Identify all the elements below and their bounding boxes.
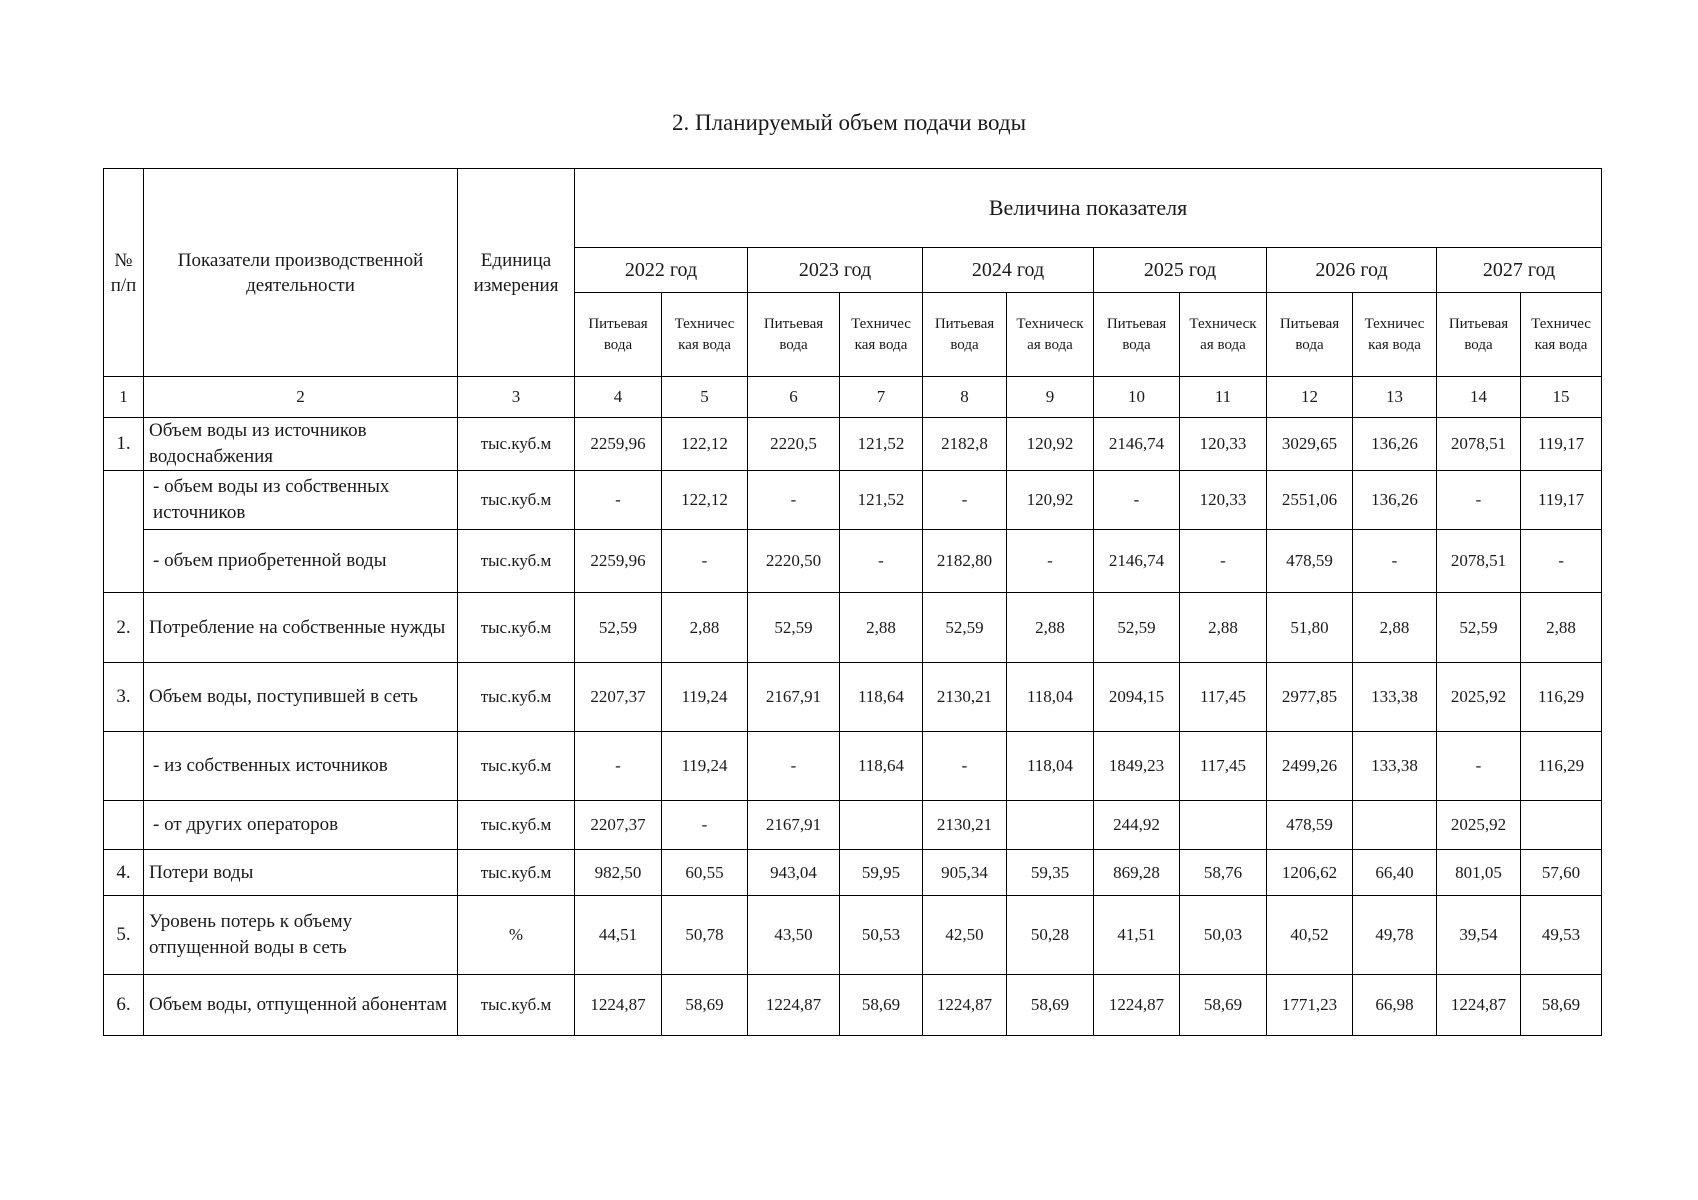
column-number: 2 xyxy=(144,377,458,418)
value-cell: 59,35 xyxy=(1007,850,1094,896)
value-cell: - xyxy=(923,732,1007,801)
value-cell: 52,59 xyxy=(1094,593,1180,663)
column-number: 6 xyxy=(748,377,840,418)
value-cell: 2094,15 xyxy=(1094,663,1180,732)
column-number: 11 xyxy=(1180,377,1267,418)
value-cell: 3029,65 xyxy=(1267,418,1353,471)
value-cell: - xyxy=(1437,732,1521,801)
column-number: 5 xyxy=(662,377,748,418)
row-number: 2. xyxy=(104,593,144,663)
value-cell: 52,59 xyxy=(923,593,1007,663)
value-cell: 52,59 xyxy=(1437,593,1521,663)
value-cell: 136,26 xyxy=(1353,471,1437,530)
column-number: 4 xyxy=(575,377,662,418)
value-cell: 58,69 xyxy=(1180,975,1267,1036)
header-subcolumn: Техничес кая вода xyxy=(1521,293,1602,377)
value-cell: - xyxy=(1007,530,1094,593)
value-cell: 2551,06 xyxy=(1267,471,1353,530)
value-cell: 50,53 xyxy=(840,896,923,975)
value-cell: 42,50 xyxy=(923,896,1007,975)
value-cell: 58,69 xyxy=(1521,975,1602,1036)
value-cell: - xyxy=(575,471,662,530)
value-cell: 117,45 xyxy=(1180,732,1267,801)
row-unit: тыс.куб.м xyxy=(458,801,575,850)
value-cell: 2167,91 xyxy=(748,663,840,732)
value-cell: 2220,50 xyxy=(748,530,840,593)
row-label: - от других операторов xyxy=(144,801,458,850)
row-unit: тыс.куб.м xyxy=(458,663,575,732)
row-label: Уровень потерь к объему отпущенной воды в сеть xyxy=(144,896,458,975)
value-cell: 136,26 xyxy=(1353,418,1437,471)
column-number: 12 xyxy=(1267,377,1353,418)
row-label: Объем воды из источников водоснабжения xyxy=(144,418,458,471)
value-cell: 43,50 xyxy=(748,896,840,975)
value-cell: 60,55 xyxy=(662,850,748,896)
value-cell: 2,88 xyxy=(1007,593,1094,663)
value-cell: 982,50 xyxy=(575,850,662,896)
row-number: 5. xyxy=(104,896,144,975)
value-cell: 2078,51 xyxy=(1437,530,1521,593)
table-row xyxy=(104,418,1602,471)
table-row xyxy=(104,850,1602,896)
column-number: 13 xyxy=(1353,377,1437,418)
header-subcolumn: Питьевая вода xyxy=(575,293,662,377)
header-subcolumn: Техничес кая вода xyxy=(1353,293,1437,377)
value-cell: - xyxy=(575,732,662,801)
column-number: 3 xyxy=(458,377,575,418)
row-label: - объем приобретенной воды xyxy=(144,530,458,593)
table-row xyxy=(104,896,1602,975)
value-cell: 117,45 xyxy=(1180,663,1267,732)
value-cell: 58,69 xyxy=(1007,975,1094,1036)
value-cell: 2220,5 xyxy=(748,418,840,471)
header-subcolumn: Техничес кая вода xyxy=(662,293,748,377)
row-unit: тыс.куб.м xyxy=(458,530,575,593)
value-cell: 2025,92 xyxy=(1437,801,1521,850)
value-cell: 2130,21 xyxy=(923,663,1007,732)
value-cell: - xyxy=(1094,471,1180,530)
value-cell: 119,24 xyxy=(662,732,748,801)
row-label: Потери воды xyxy=(144,850,458,896)
row-label: - объем воды из собственных источников xyxy=(144,471,458,530)
header-subcolumn: Питьевая вода xyxy=(1267,293,1353,377)
value-cell: 119,17 xyxy=(1521,418,1602,471)
value-cell: 2259,96 xyxy=(575,530,662,593)
value-cell: 478,59 xyxy=(1267,530,1353,593)
value-cell: 801,05 xyxy=(1437,850,1521,896)
value-cell: 58,76 xyxy=(1180,850,1267,896)
value-cell: 1224,87 xyxy=(923,975,1007,1036)
value-cell: 58,69 xyxy=(662,975,748,1036)
column-number: 8 xyxy=(923,377,1007,418)
value-cell: 50,03 xyxy=(1180,896,1267,975)
column-number: 7 xyxy=(840,377,923,418)
header-indicator: Показатели производственной деятельности xyxy=(144,169,458,377)
row-number xyxy=(104,801,144,850)
value-cell: 2207,37 xyxy=(575,801,662,850)
header-subcolumn: Питьевая вода xyxy=(748,293,840,377)
value-cell: 2182,8 xyxy=(923,418,1007,471)
value-cell: 49,53 xyxy=(1521,896,1602,975)
row-label: Объем воды, отпущенной абонентам xyxy=(144,975,458,1036)
value-cell: 2,88 xyxy=(1180,593,1267,663)
value-cell: 58,69 xyxy=(840,975,923,1036)
row-unit: тыс.куб.м xyxy=(458,593,575,663)
row-number: 1. xyxy=(104,418,144,471)
value-cell: 120,92 xyxy=(1007,471,1094,530)
value-cell xyxy=(1521,801,1602,850)
row-label: Объем воды, поступившей в сеть xyxy=(144,663,458,732)
value-cell: 1849,23 xyxy=(1094,732,1180,801)
header-year: 2026 год xyxy=(1267,248,1437,293)
value-cell: 121,52 xyxy=(840,471,923,530)
table-row xyxy=(104,732,1602,801)
value-cell: 120,33 xyxy=(1180,418,1267,471)
value-cell: 66,40 xyxy=(1353,850,1437,896)
header-value: Величина показателя xyxy=(575,169,1602,248)
header-year: 2023 год xyxy=(748,248,923,293)
value-cell: 2,88 xyxy=(662,593,748,663)
value-cell: 2,88 xyxy=(840,593,923,663)
value-cell: 2259,96 xyxy=(575,418,662,471)
value-cell: 50,78 xyxy=(662,896,748,975)
value-cell: 116,29 xyxy=(1521,732,1602,801)
value-cell: 2167,91 xyxy=(748,801,840,850)
row-number: 6. xyxy=(104,975,144,1036)
value-cell: 478,59 xyxy=(1267,801,1353,850)
header-subcolumn: Техничес кая вода xyxy=(840,293,923,377)
value-cell: 52,59 xyxy=(575,593,662,663)
value-cell: 120,92 xyxy=(1007,418,1094,471)
value-cell xyxy=(840,801,923,850)
header-subcolumn: Питьевая вода xyxy=(1094,293,1180,377)
table-row xyxy=(104,801,1602,850)
value-cell: 2207,37 xyxy=(575,663,662,732)
table-row xyxy=(104,471,1602,530)
value-cell: - xyxy=(1353,530,1437,593)
value-cell: 50,28 xyxy=(1007,896,1094,975)
value-cell: 52,59 xyxy=(748,593,840,663)
header-year: 2027 год xyxy=(1437,248,1602,293)
row-unit: тыс.куб.м xyxy=(458,975,575,1036)
value-cell: 49,78 xyxy=(1353,896,1437,975)
row-label: - из собственных источников xyxy=(144,732,458,801)
value-cell: 133,38 xyxy=(1353,663,1437,732)
value-cell: 44,51 xyxy=(575,896,662,975)
value-cell: 57,60 xyxy=(1521,850,1602,896)
header-subcolumn: Техническ ая вода xyxy=(1007,293,1094,377)
value-cell: - xyxy=(923,471,1007,530)
value-cell xyxy=(1180,801,1267,850)
row-number: 3. xyxy=(104,663,144,732)
table-row xyxy=(104,975,1602,1036)
header-year: 2025 год xyxy=(1094,248,1267,293)
value-cell: 66,98 xyxy=(1353,975,1437,1036)
header-year: 2024 год xyxy=(923,248,1094,293)
value-cell: 2,88 xyxy=(1353,593,1437,663)
row-unit: тыс.куб.м xyxy=(458,418,575,471)
value-cell: 122,12 xyxy=(662,471,748,530)
value-cell: 1224,87 xyxy=(575,975,662,1036)
value-cell: 118,04 xyxy=(1007,732,1094,801)
value-cell: 40,52 xyxy=(1267,896,1353,975)
value-cell: 1224,87 xyxy=(1094,975,1180,1036)
value-cell: 119,24 xyxy=(662,663,748,732)
column-number: 9 xyxy=(1007,377,1094,418)
water-supply-table xyxy=(103,168,1602,1036)
value-cell xyxy=(1353,801,1437,850)
table-row xyxy=(104,593,1602,663)
table-row xyxy=(104,663,1602,732)
value-cell: 120,33 xyxy=(1180,471,1267,530)
value-cell: 121,52 xyxy=(840,418,923,471)
value-cell: - xyxy=(662,801,748,850)
value-cell: 59,95 xyxy=(840,850,923,896)
value-cell: 1224,87 xyxy=(1437,975,1521,1036)
value-cell: - xyxy=(748,471,840,530)
value-cell: 118,04 xyxy=(1007,663,1094,732)
value-cell: 118,64 xyxy=(840,663,923,732)
value-cell: - xyxy=(840,530,923,593)
header-subcolumn: Техническ ая вода xyxy=(1180,293,1267,377)
header-year: 2022 год xyxy=(575,248,748,293)
row-label: Потребление на собственные нужды xyxy=(144,593,458,663)
column-number: 10 xyxy=(1094,377,1180,418)
value-cell: 943,04 xyxy=(748,850,840,896)
value-cell: 1224,87 xyxy=(748,975,840,1036)
header-subcolumn: Питьевая вода xyxy=(1437,293,1521,377)
row-number xyxy=(104,471,144,593)
value-cell: 2146,74 xyxy=(1094,530,1180,593)
value-cell: - xyxy=(1521,530,1602,593)
value-cell: - xyxy=(1180,530,1267,593)
row-number xyxy=(104,732,144,801)
row-unit: тыс.куб.м xyxy=(458,850,575,896)
value-cell xyxy=(1007,801,1094,850)
column-number: 15 xyxy=(1521,377,1602,418)
row-unit: тыс.куб.м xyxy=(458,732,575,801)
value-cell: 905,34 xyxy=(923,850,1007,896)
value-cell: 119,17 xyxy=(1521,471,1602,530)
row-unit: тыс.куб.м xyxy=(458,471,575,530)
value-cell: 2,88 xyxy=(1521,593,1602,663)
header-subcolumn: Питьевая вода xyxy=(923,293,1007,377)
value-cell: 2499,26 xyxy=(1267,732,1353,801)
header-unit: Единица измерения xyxy=(458,169,575,377)
value-cell: 122,12 xyxy=(662,418,748,471)
value-cell: 133,38 xyxy=(1353,732,1437,801)
value-cell: 2130,21 xyxy=(923,801,1007,850)
column-number: 14 xyxy=(1437,377,1521,418)
value-cell: - xyxy=(748,732,840,801)
value-cell: 2146,74 xyxy=(1094,418,1180,471)
document-title: 2. Планируемый объем подачи воды xyxy=(671,110,1027,135)
row-unit: % xyxy=(458,896,575,975)
value-cell: 2078,51 xyxy=(1437,418,1521,471)
column-number: 1 xyxy=(104,377,144,418)
value-cell: 116,29 xyxy=(1521,663,1602,732)
value-cell: 2182,80 xyxy=(923,530,1007,593)
value-cell: 51,80 xyxy=(1267,593,1353,663)
value-cell: 41,51 xyxy=(1094,896,1180,975)
row-number: 4. xyxy=(104,850,144,896)
value-cell: 1206,62 xyxy=(1267,850,1353,896)
value-cell: - xyxy=(1437,471,1521,530)
value-cell: 2025,92 xyxy=(1437,663,1521,732)
table-row xyxy=(104,530,1602,593)
value-cell: 869,28 xyxy=(1094,850,1180,896)
value-cell: 1771,23 xyxy=(1267,975,1353,1036)
value-cell: - xyxy=(662,530,748,593)
header-num: № п/п xyxy=(104,169,144,377)
value-cell: 2977,85 xyxy=(1267,663,1353,732)
value-cell: 244,92 xyxy=(1094,801,1180,850)
value-cell: 118,64 xyxy=(840,732,923,801)
value-cell: 39,54 xyxy=(1437,896,1521,975)
